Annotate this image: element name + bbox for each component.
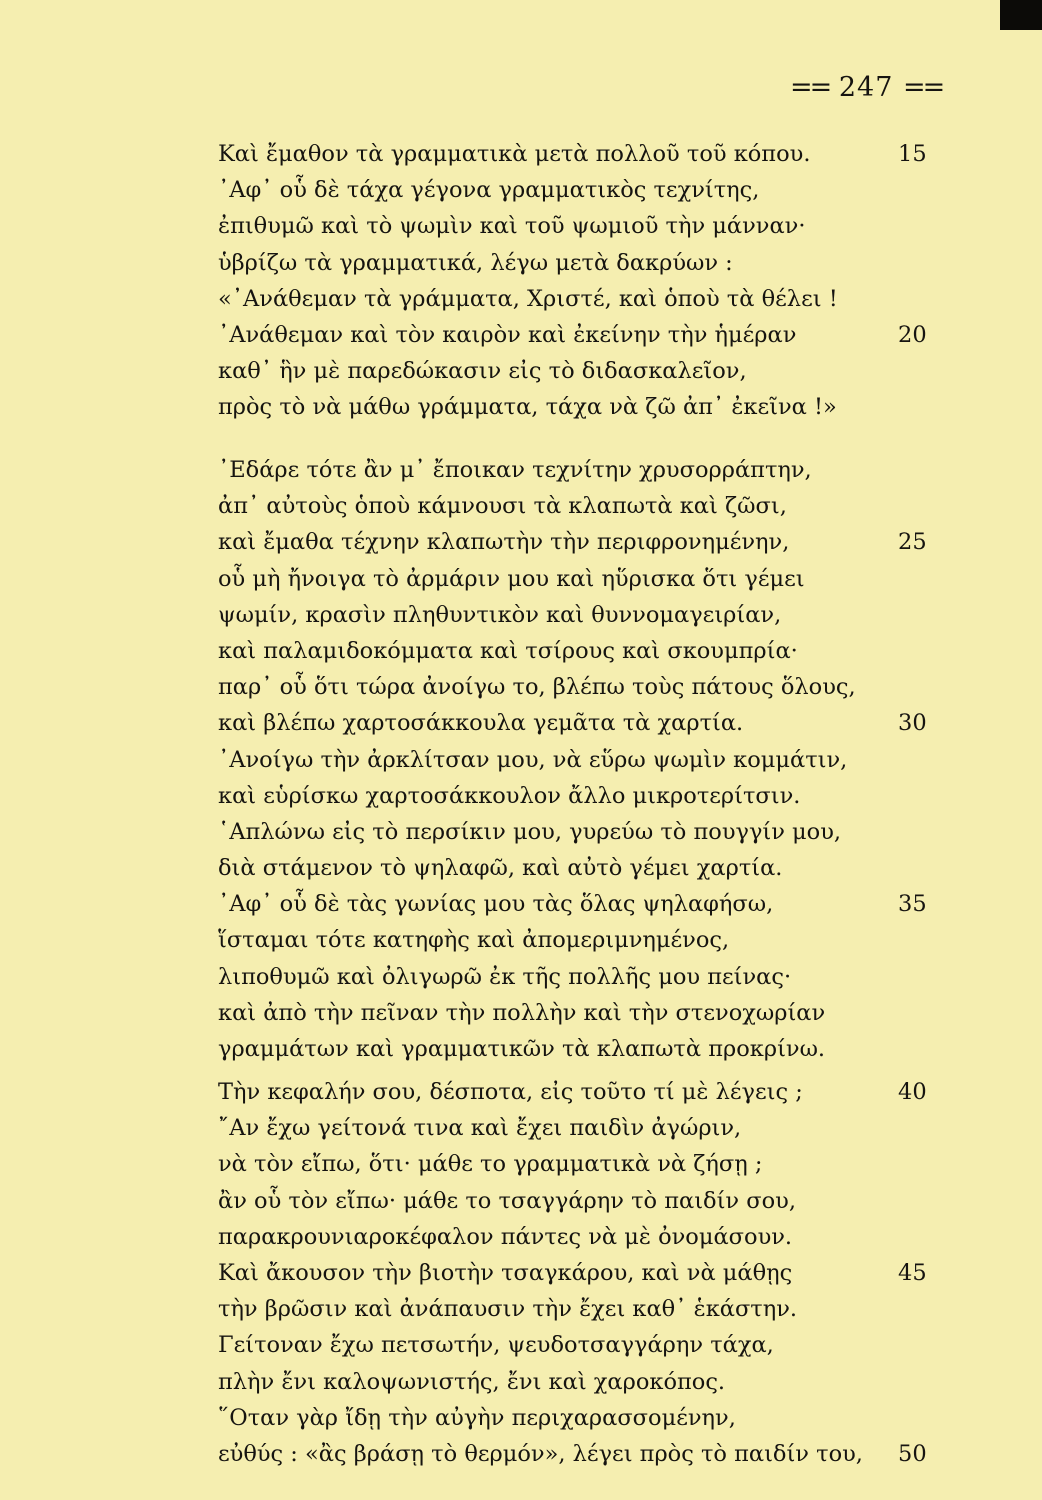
verse-line (218, 561, 958, 597)
line-number: 50 (898, 1440, 927, 1467)
verse-line (218, 1031, 958, 1067)
verse-line (218, 488, 958, 524)
verse-text: ᾿Ανοίγω τὴν ἀρκλίτσαν μου, νὰ εὕρω ψωμὶν κομμάτιν, (218, 746, 848, 773)
verse-line (218, 317, 958, 353)
verse-text: καὶ εὑρίσκω χαρτοσάκκουλον ἄλλο μικροτερίτσιν. (218, 782, 801, 809)
verse-text: ᾿Εδάρε τότε ἂν μ᾿ ἔποικαν τεχνίτην χρυσορράπτην, (218, 457, 812, 483)
verse-text: καὶ ἀπὸ τὴν πεῖναν τὴν πολλὴν καὶ τὴν στενοχωρίαν (218, 999, 826, 1026)
stanza (218, 1074, 958, 1472)
verse-line (218, 281, 958, 317)
verse-line (218, 452, 958, 488)
verse-text: πλὴν ἔνι καλοψωνιστής, ἔνι καὶ χαροκόπος. (218, 1368, 726, 1395)
verse-line (218, 922, 958, 958)
verse-line (218, 814, 958, 850)
stanza (218, 136, 958, 426)
verse-text: «᾿Ανάθεμαν τὰ γράμματα, Χριστέ, καὶ ὁποὺ τὰ θέλει ! (218, 285, 838, 312)
verse-line (218, 136, 958, 172)
verse-text: πρὸς τὸ νὰ μάθω γράμματα, τάχα νὰ ζῶ ἀπ᾿ ἐκεῖνα !» (218, 394, 837, 421)
page-number-rule-right: == (902, 72, 943, 103)
line-number: 40 (898, 1079, 927, 1105)
verse-line (218, 389, 958, 425)
line-number: 25 (898, 529, 927, 556)
verse-line (218, 1219, 958, 1255)
verse-text: Γείτοναν ἔχω πετσωτήν, ψευδοτσαγγάρην τάχα, (218, 1332, 774, 1359)
verse-line (218, 245, 958, 281)
verse-line (218, 1255, 958, 1291)
verse-text: ἀπ᾿ αὐτοὺς ὁποὺ κάμνουσι τὰ κλαπωτὰ καὶ ζῶσι, (218, 493, 787, 520)
line-number: 45 (898, 1259, 927, 1286)
verse-line (218, 208, 958, 244)
verse-text: λιποθυμῶ καὶ ὀλιγωρῶ ἐκ τῆς πολλῆς μου πείνας· (218, 963, 792, 990)
verse-line (218, 1183, 958, 1219)
verse-line (218, 1146, 958, 1182)
verse-line (218, 778, 958, 814)
verse-text: διὰ στάμενον τὸ ψηλαφῶ, καὶ αὐτὸ γέμει χαρτία. (218, 855, 783, 882)
verse-line (218, 353, 958, 389)
verse-text: ᾿Αφ᾿ οὗ δὲ τάχα γέγονα γραμματικὸς τεχνίτης, (218, 177, 760, 204)
page-number-rule-left: == (790, 72, 830, 103)
verse-text: καθ᾿ ἣν μὲ παρεδώκασιν εἰς τὸ διδασκαλεῖον, (218, 358, 747, 385)
verse-line (218, 850, 958, 886)
verse-text: ῎Αν ἔχω γείτονά τινα καὶ ἔχει παιδὶν ἀγώριν, (218, 1115, 742, 1142)
verse-text: Καὶ ἄκουσον τὴν βιοτὴν τσαγκάρου, καὶ νὰ μάθῃς (218, 1259, 793, 1286)
page-number-value: 247 (838, 72, 894, 103)
stanza (218, 452, 958, 1067)
line-number: 30 (898, 710, 927, 737)
verse-line (218, 669, 958, 705)
line-number: 20 (898, 321, 927, 348)
verse-line (218, 524, 958, 560)
verse-text: τὴν βρῶσιν καὶ ἀνάπαυσιν τὴν ἔχει καθ᾿ ἑκάστην. (218, 1296, 798, 1323)
verse-line (218, 172, 958, 208)
verse-line (218, 1400, 958, 1436)
verse-line (218, 742, 958, 778)
verse-text: ῾Απλώνω εἰς τὸ περσίκιν μου, γυρεύω τὸ πουγγίν μου, (218, 818, 842, 845)
verse-line (218, 597, 958, 633)
verse-text: ὑβρίζω τὰ γραμματικά, λέγω μετὰ δακρύων : (218, 249, 733, 276)
verse-text: καὶ ἔμαθα τέχνην κλαπωτὴν τὴν περιφρονημένην, (218, 529, 790, 556)
verse-line (218, 1074, 958, 1110)
verse-line (218, 959, 958, 995)
verse-line (218, 705, 958, 741)
verse-text: καὶ βλέπω χαρτοσάκκουλα γεμᾶτα τὰ χαρτία. (218, 710, 744, 737)
verse-line (218, 886, 958, 922)
verse-line (218, 995, 958, 1031)
verse-text: ἂν οὗ τὸν εἴπω· μάθε το τσαγγάρην τὸ παιδίν σου, (218, 1187, 796, 1214)
verse-text: γραμμάτων καὶ γραμματικῶν τὰ κλαπωτὰ προκρίνω. (218, 1036, 826, 1062)
verse-text: ᾿Ανάθεμαν καὶ τὸν καιρὸν καὶ ἐκείνην τὴν ἡμέραν (218, 321, 797, 348)
verse-line (218, 1364, 958, 1400)
page-number (790, 72, 943, 103)
verse-text: ἐπιθυμῶ καὶ τὸ ψωμὶν καὶ τοῦ ψωμιοῦ τὴν μάνναν· (218, 213, 806, 240)
verse-text: ψωμίν, κρασὶν πληθυντικὸν καὶ θυννομαγειρίαν, (218, 601, 782, 628)
verse-line (218, 633, 958, 669)
verse-text: ἵσταμαι τότε κατηφὴς καὶ ἀπομεριμνημένος, (218, 927, 730, 954)
verse-text: παρ᾿ οὗ ὅτι τώρα ἀνοίγω το, βλέπω τοὺς πάτους ὅλους, (218, 674, 856, 701)
verse-line (218, 1327, 958, 1363)
verse-text: οὗ μὴ ἤνοιγα τὸ ἀρμάριν μου καὶ ηὕρισκα ὅτι γέμει (218, 565, 805, 592)
verse-text: Τὴν κεφαλήν σου, δέσποτα, εἰς τοῦτο τί μὲ λέγεις ; (218, 1079, 803, 1105)
verse-text: εὐθύς : «ἂς βράσῃ τὸ θερμόν», λέγει πρὸς τὸ παιδίν του, (218, 1440, 863, 1467)
verse-line (218, 1110, 958, 1146)
verse-text: νὰ τὸν εἴπω, ὅτι· μάθε το γραμματικὰ νὰ ζήσῃ ; (218, 1151, 763, 1178)
verse-text: ῞Οταν γὰρ ἴδῃ τὴν αὐγὴν περιχαρασσομένην, (218, 1404, 736, 1431)
verse-text: καὶ παλαμιδοκόμματα καὶ τσίρους καὶ σκουμπρία· (218, 637, 798, 664)
verse-line (218, 1291, 958, 1327)
verse-text: Καὶ ἔμαθον τὰ γραμματικὰ μετὰ πολλοῦ τοῦ κόπου. (218, 141, 811, 167)
page-edge-shadow (1000, 0, 1042, 30)
line-number: 35 (898, 891, 927, 918)
line-number: 15 (898, 141, 927, 167)
verse-line (218, 1436, 958, 1472)
verse-text: ᾿Αφ᾿ οὗ δὲ τὰς γωνίας μου τὰς ὅλας ψηλαφήσω, (218, 891, 774, 918)
verse-text: παρακρουνιαροκέφαλον πάντες νὰ μὲ ὀνομάσουν. (218, 1223, 793, 1250)
